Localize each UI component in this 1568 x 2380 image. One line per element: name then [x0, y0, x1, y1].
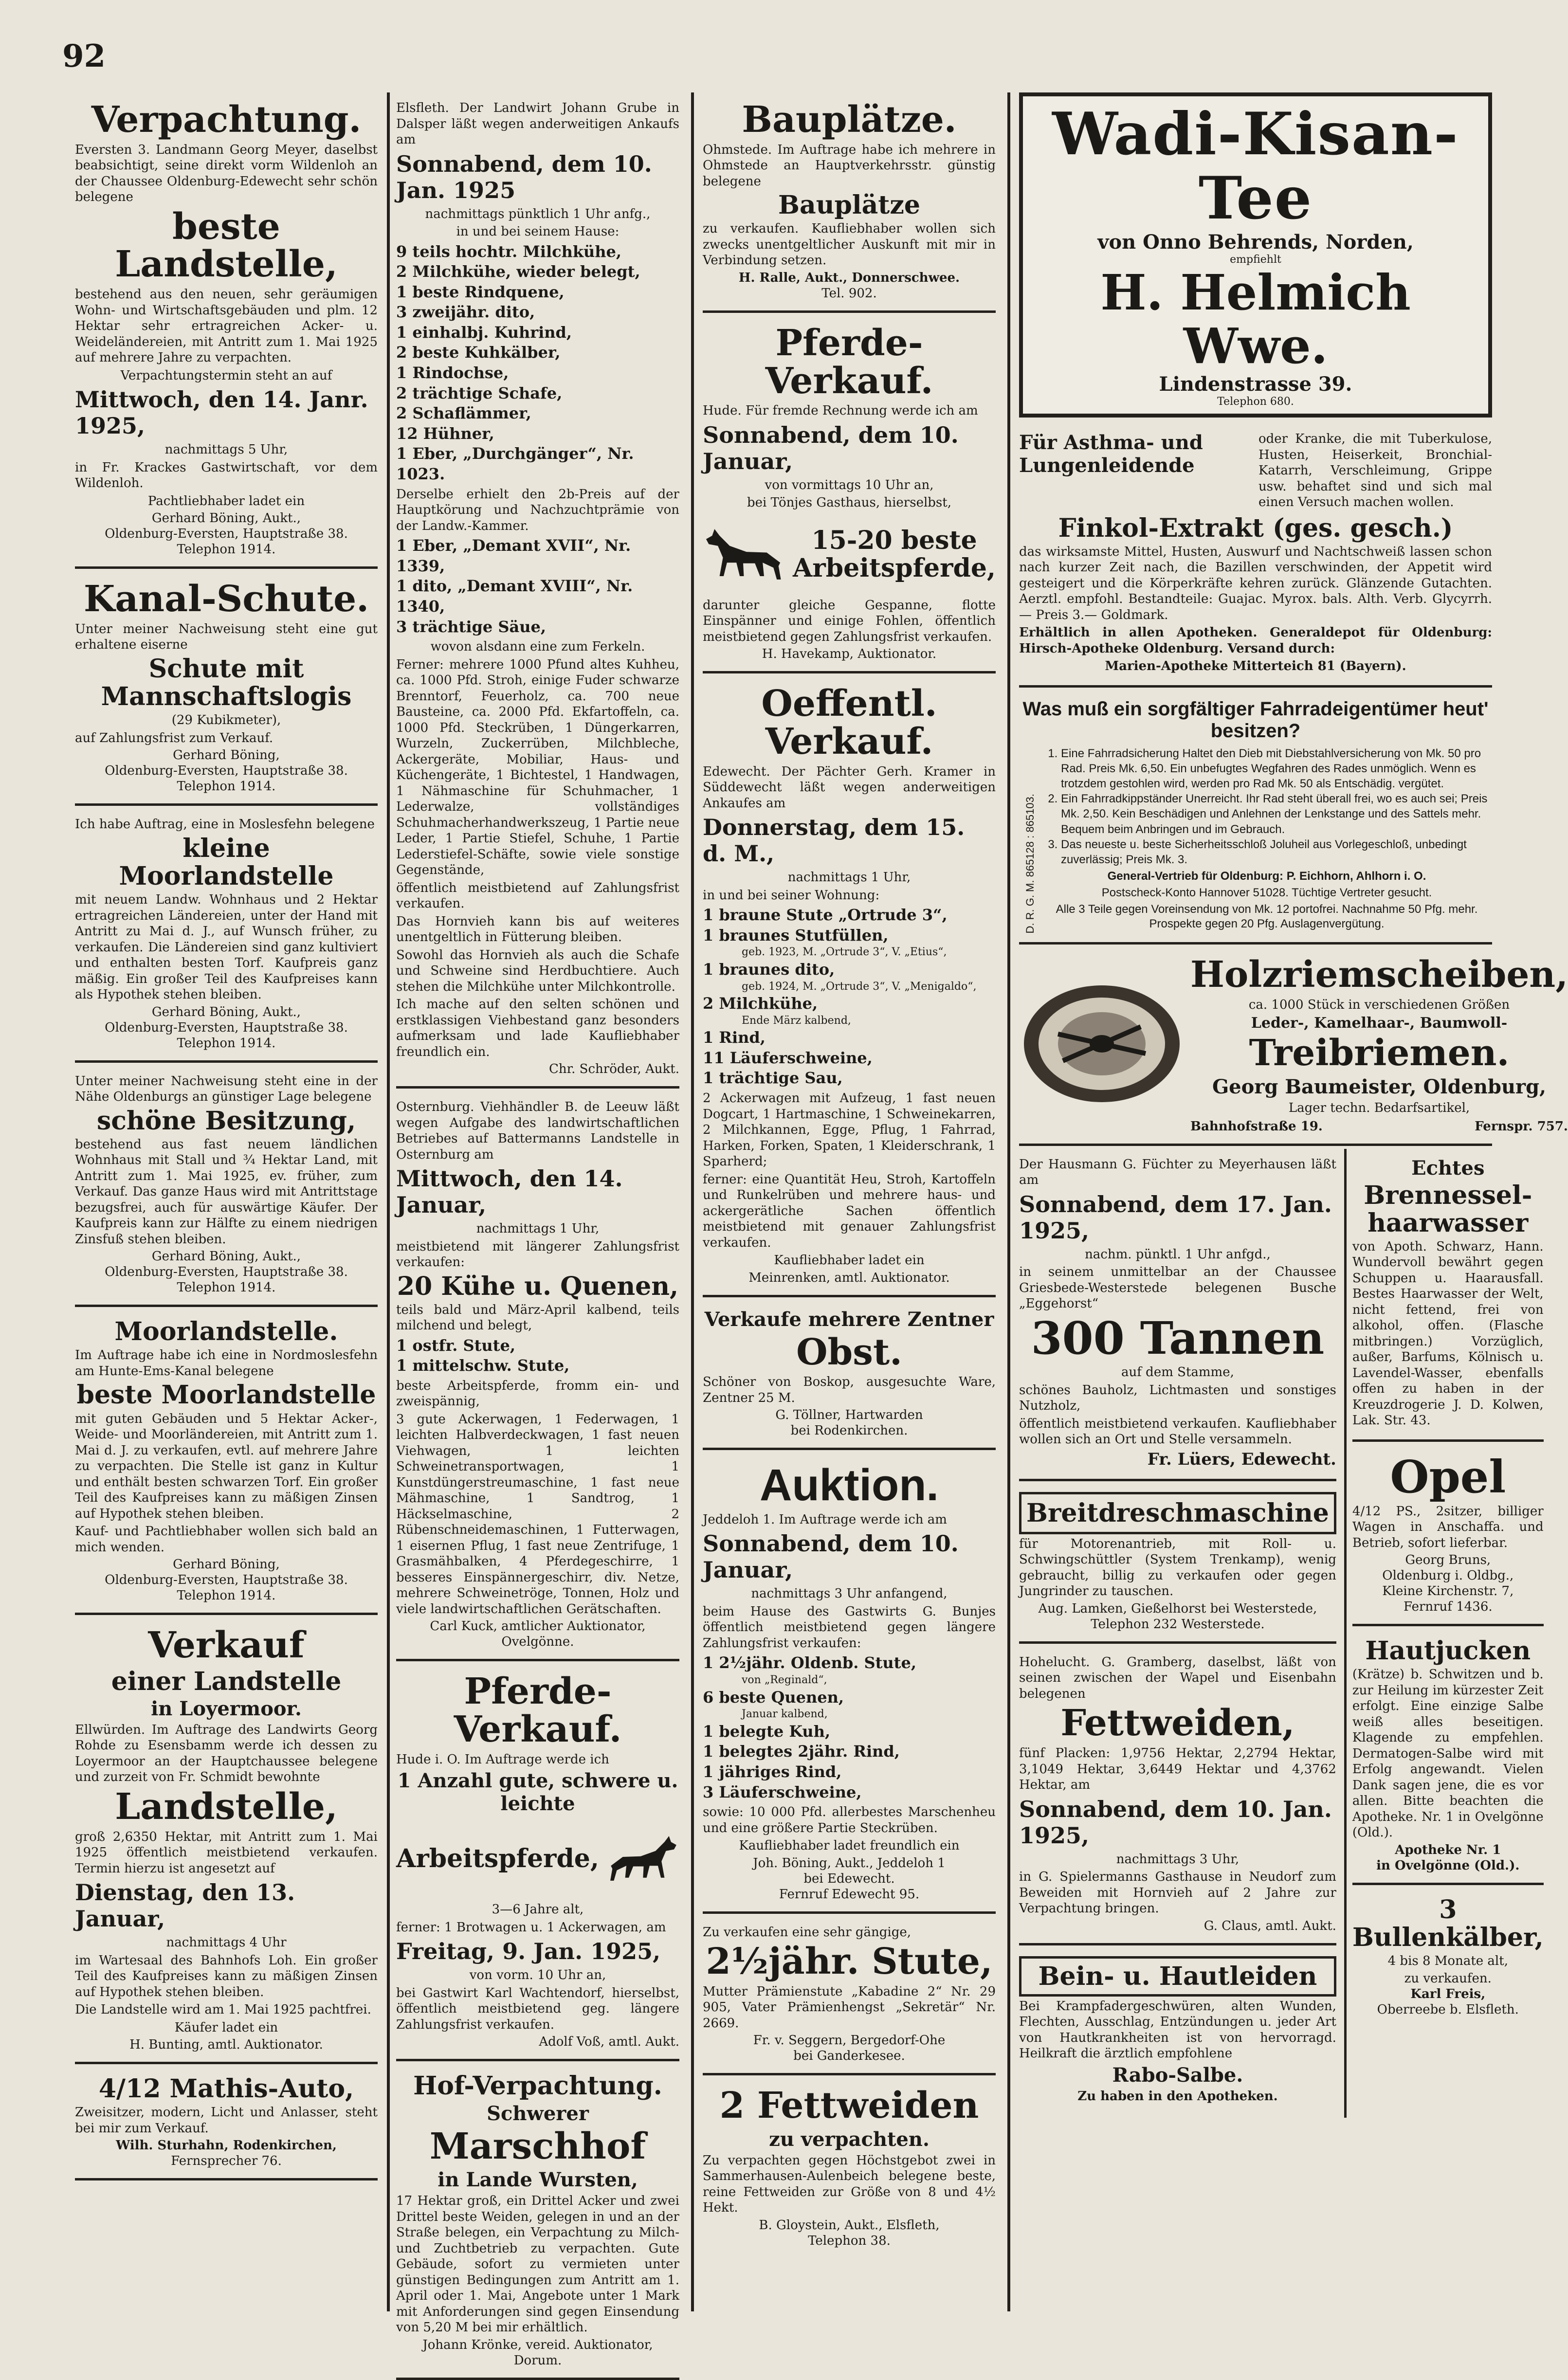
ad-firm: Georg Baumeister, Oldenburg,: [1212, 1075, 1547, 1099]
ad-time: von vorm. 10 Uhr an,: [469, 1968, 606, 1983]
list-item: 12 Hühner,: [396, 424, 494, 443]
ad-signature: Joh. Böning, Aukt., Jeddeloh 1: [753, 1855, 946, 1871]
ad-text: mit neuem Landw. Wohnhaus und 2 Hektar ertragreichen Ländereien, unter der Hand mit Antritt zu Mai d. J., auf Wunsch früher, zu verkaufen. Die Ländereien sind ganz kultiviert und enthalten besten Torf. Kaufpreis ganz mäßig. Ein großer Teil des Kaufpreises kann als Hypothek stehen bleiben.: [75, 892, 378, 1002]
ad-text: auf dem Stamme,: [1121, 1365, 1234, 1380]
ad-grube-auktion: [396, 92, 679, 1089]
ad-date: Sonnabend, dem 10. Januar,: [703, 1530, 959, 1583]
ad-subject: beste Landstelle,: [115, 205, 338, 286]
ad-patent: D. R. G. M. 865128 : 865103.: [1024, 793, 1036, 934]
list-item: 3 trächtige Säue,: [396, 617, 546, 636]
ad-place: in Loyermoor.: [151, 1697, 302, 1720]
ad-mathis-auto: [75, 2067, 378, 2180]
horse-icon: [703, 513, 787, 596]
ad-signature: G. Töllner, Hartwarden: [775, 1408, 923, 1423]
ad-date: Dienstag, den 13. Januar,: [75, 1879, 295, 1932]
ad-signature: Telephon 1914.: [177, 1036, 276, 1051]
ad-time: nachmittags 3 Uhr,: [1116, 1852, 1240, 1867]
ad-time: nachmittags pünktlich 1 Uhr anfg.,: [425, 206, 651, 221]
ad-date: Sonnabend, dem 10. Jan. 1925: [396, 150, 652, 203]
ad-text: Zu haben in den Apotheken.: [1077, 2089, 1278, 2104]
column-4: [1012, 92, 1568, 2311]
ad-text: Ich mache auf den selten schönen und erstklassigen Viehbestand ganz besonders aufmerksam und lade Kaufliebhaber freundlich ein.: [396, 997, 679, 1059]
column-1: [68, 92, 384, 2311]
ad-signature: Oldenburg-Eversten, Hauptstraße 38.: [105, 1573, 348, 1588]
ad-signature: Oldenburg-Eversten, Hauptstraße 38.: [105, 1265, 348, 1280]
list-item: 1 2½jähr. Oldenb. Stute, von „Reginald“,: [703, 1653, 996, 1687]
list-item: 2 trächtige Schafe,: [396, 383, 563, 402]
ad-subheading: Schwerer: [487, 2102, 589, 2125]
ad-subject: 2½jähr. Stute,: [706, 1941, 993, 1983]
ad-text: für Motorenantrieb, mit Roll- u. Schwingschüttler (System Trenkamp), wenig gebraucht, billig zu verkaufen oder gegen Jungrinder zu tauschen.: [1019, 1536, 1336, 1599]
list-item: 1 Eber, „Demant XVII“, Nr. 1339,: [396, 536, 631, 575]
ad-text: auf Zahlungsfrist zum Verkauf.: [75, 730, 273, 745]
ad-hof-verpachtung: [396, 2064, 679, 2380]
ad-subject: 3 Bullenkälber,: [1352, 1894, 1544, 1952]
ad-text: meistbietend mit längerer Zahlungsfrist verkaufen:: [396, 1239, 679, 1270]
list-item: 2 Milchkühe, Ende März kalbend,: [703, 994, 996, 1028]
ad-de-leeuw-auktion: [396, 1091, 679, 1661]
ad-signature: Telephon 1914.: [177, 779, 276, 794]
list-item: 1 Rindochse,: [396, 363, 509, 382]
ad-signature: Wilh. Sturhahn, Rodenkirchen,: [116, 2138, 337, 2153]
ad-date: Freitag, 9. Jan. 1925,: [396, 1938, 661, 1965]
ad-text: Ferner: mehrere 1000 Pfund altes Kuhheu, ca. 1000 Pfd. Stroh, einige Fuder schwarze Brenntorf, Feuerholz, ca. 700 neue Bausteine, ca. 2000 Pfd. Ekfartoffeln, ca. 1000 Pfd. Steckrüben, 1 Düngerkarren, Wurzeln, Zuckerrüben, Milchbleche, Ackergeräte, Mobiliar, Haus- und Küchengeräte, 1 Bichtestel, 1 Handwagen, 1 Nähmaschine für Schuhmacher, 1 Lederwalze, vollständiges Schuhmacherhandwerkszeug, 1 Partie neue Leder, 1 Partie Stiefel, Schuhe, 1 Partie Lederstiefel-Schäfte, sowie viele sonstige Gegenstände,: [396, 657, 679, 878]
ad-signature: Oldenburg i. Oldbg.,: [1382, 1568, 1514, 1583]
ad-text: öffentlich meistbietend verkaufen. Kaufliebhaber wollen sich an Ort und Stelle versammeln.: [1019, 1416, 1336, 1447]
ad-address: Bahnhofstraße 19.: [1190, 1119, 1323, 1134]
ad-text: Ellwürden. Im Auftrage des Landwirts Georg Rohde zu Esensbamm werde ich dessen zu Loyermoor an der Hauptchaussee belegene und zurzeit von Fr. Schmidt bewohnte: [75, 1722, 378, 1785]
ad-signature: Telephon 1914.: [177, 542, 276, 557]
ad-text: Das Hornvieh kann bis auf weiteres unentgeltlich in Fütterung bleiben.: [396, 914, 679, 945]
list-item: 1 belegtes 2jähr. Rind,: [703, 1742, 900, 1761]
ad-subject: Marschhof: [429, 2125, 646, 2167]
ad-heading: Holzriemscheiben,: [1190, 954, 1568, 996]
ad-signature: Meinrenken, amtl. Auktionator.: [748, 1270, 950, 1285]
ad-signature: Telephon 232 Westerstede.: [1091, 1617, 1265, 1632]
ad-heading: Verpachtung.: [91, 99, 362, 141]
ad-time: nachmittags 5 Uhr,: [164, 442, 288, 457]
list-item: 1 belegte Kuh,: [703, 1722, 831, 1741]
list-item: 1 trächtige Sau,: [703, 1069, 843, 1088]
ad-place: in Lande Wursten,: [438, 2168, 638, 2192]
col4-left-sub: [1019, 1149, 1336, 2118]
ad-product: Rabo-Salbe.: [1112, 2063, 1243, 2087]
ad-signature: Ovelgönne.: [501, 1635, 574, 1650]
ad-text: Hude. Für fremde Rechnung werde ich am: [703, 403, 978, 418]
column-3: [696, 92, 1003, 2311]
ad-heading: Opel: [1390, 1450, 1506, 1503]
ad-subject: 1 Anzahl gute, schwere u. leichte: [397, 1769, 678, 1816]
ad-heading: Hautjucken: [1365, 1636, 1531, 1666]
ad-heading: Pferde-Verkauf.: [765, 322, 933, 402]
ad-finkol-extrakt: [1019, 423, 1492, 688]
ad-signature: Chr. Schröder, Aukt.: [548, 1062, 679, 1077]
list-item: 2 beste Kuhkälber,: [396, 343, 561, 362]
ad-breitdreschmaschine: [1019, 1484, 1336, 1644]
ad-text: Kauf- und Pachtliebhaber wollen sich bald an mich wenden.: [75, 1524, 378, 1555]
ad-subject: Landstelle,: [115, 1785, 338, 1828]
ad-subject: Schute mit Mannschaftslogis: [101, 654, 352, 711]
ad-text: Hude i. O. Im Auftrage werde ich: [396, 1752, 609, 1767]
ad-fettweiden: [1019, 1647, 1336, 1945]
ad-text: in Fr. Krackes Gastwirtschaft, vor dem Wildenloh.: [75, 460, 378, 491]
ad-signature: Gerhard Böning, Aukt.,: [151, 1004, 301, 1019]
list-item-detail: Januar kalbend,: [742, 1708, 828, 1721]
list-item-detail: geb. 1923, M. „Ortrude 3“, V. „Etius“,: [742, 946, 947, 959]
ad-heading: Pferde-Verkauf.: [454, 1671, 622, 1751]
ad-text: Derselbe erhielt den 2b-Preis auf der Hauptkörung und Nachzuchtprämie von der Landw.-Kammer.: [396, 487, 679, 533]
ad-text: Pachtliebhaber ladet ein: [147, 493, 305, 509]
ad-signature: Gerhard Böning, Aukt.,: [151, 1249, 301, 1264]
column-divider: [691, 92, 694, 2311]
column-2: [389, 92, 686, 2368]
ad-text: Erhältlich in allen Apotheken. Generaldepot für Oldenburg: Hirsch-Apotheke Oldenburg. Versand durch:: [1019, 625, 1492, 656]
ad-text: Im Auftrage habe ich eine in Nordmoslesfehn am Hunte-Ems-Kanal belegene: [75, 1348, 378, 1379]
ad-verkauf-landstelle: [75, 1618, 378, 2064]
ad-text: Alle 3 Teile gegen Voreinsendung von Mk. 12 portofrei. Nachnahme 50 Pfg. mehr. Prospekte gegen 20 Pfg. Auslagenvergütung.: [1056, 903, 1478, 931]
list-item: 3. Das neueste u. beste Sicherheitsschloß Joluheil aus Vorlegeschloß, unbedingt zuverlässig; Preis Mk. 3.: [1061, 837, 1492, 867]
item-list: [396, 242, 679, 485]
ad-text: wovon alsdann eine zum Ferkeln.: [430, 639, 645, 654]
ad-subject: Arbeitspferde,: [396, 1843, 599, 1873]
ad-text: beste Arbeitspferde, fromm ein- und zweispännig,: [396, 1378, 679, 1409]
ad-text: bestehend aus fast neuem ländlichen Wohnhaus mit Stall und ¾ Hektar Land, mit Antritt zum 1. Mai 1925, ev. früher, zum Verkauf. Das ganze Haus wird mit Antrittstage bezugsfrei, auch für auswärtige Käufer. Der Kaufpreis kann zur Hälfte zu einem niedrigen Zinsfuß stehen bleiben.: [75, 1137, 378, 1247]
ad-heading: Verkaufe mehrere Zentner: [704, 1308, 994, 1331]
ad-bullenkaelber: [1352, 1888, 1544, 2027]
ad-schoene-besitzung: [75, 1066, 378, 1308]
ad-signature: bei Ganderkesee.: [793, 2049, 905, 2064]
list-item: 1 braunes Stutfüllen, geb. 1923, M. „Ortrude 3“, V. „Etius“,: [703, 926, 996, 960]
ad-signature: Fernsprecher 76.: [171, 2154, 282, 2169]
ad-heading: Für Asthma- und Lungenleidende: [1019, 431, 1203, 477]
item-list: [396, 536, 679, 637]
ad-subject: 300 Tannen: [1031, 1311, 1325, 1364]
ad-text: das wirksamste Mittel, Husten, Auswurf und Nachtschweiß lassen schon nach kurzer Zeit nach, die Bazillen verschwinden, der Appetit wird gesteigert und die Körperkräfte kehren zurück. Glänzende Gutachten. Aerztl. empfohl. Bestandteile: Guajac. Myrox. bals. Alth. Verb. Glycyrrh. — Preis 3.— Goldmark.: [1019, 544, 1492, 622]
ad-text: ferner: 1 Brotwagen u. 1 Ackerwagen, am: [396, 1920, 666, 1935]
ad-text: Leder-, Kamelhaar-, Baumwoll-: [1251, 1015, 1508, 1032]
ad-heading: 4/12 Mathis-Auto,: [98, 2074, 354, 2104]
ad-subject: beste Moorlandstelle: [76, 1380, 376, 1410]
ad-date: Sonnabend, dem 10. Januar,: [703, 421, 959, 474]
ad-text: Bei Krampfadergeschwüren, alten Wunden, Flechten, Ausschlag, Entzündungen u. jeder Art von Hautkrankheiten ist von hervorragd. Heilkraft die ärztlich empfohlene: [1019, 1998, 1336, 2061]
column-divider: [1007, 92, 1010, 2311]
ad-text: Schöner von Boskop, ausgesuchte Ware, Zentner 25 M.: [703, 1375, 996, 1405]
ad-signature: Aug. Lamken, Gießelhorst bei Westerstede,: [1038, 1601, 1317, 1616]
ad-heading: Kanal-Schute.: [84, 578, 369, 620]
ad-text: in seinem unmittelbar an der Chaussee Griesbede-Westerstede belegenen Busche „Eggehorst“: [1019, 1265, 1336, 1311]
horse-icon: [605, 1817, 679, 1900]
ad-text: 4/12 PS., 2sitzer, billiger Wagen in Anschaffa. und Betrieb, sofort lieferbar.: [1352, 1504, 1544, 1550]
ad-text: Ich habe Auftrag, eine in Moslesfehn belegene: [75, 817, 375, 832]
ad-text: Der Hausmann G. Füchter zu Meyerhausen läßt am: [1019, 1157, 1336, 1188]
list-item: 1 braune Stute „Ortrude 3“,: [703, 906, 948, 925]
list-item-detail: geb. 1924, M. „Ortrude 3“, V. „Menigaldo“,: [742, 980, 977, 993]
ad-signature: H. Bunting, amtl. Auktionator.: [129, 2037, 323, 2053]
ad-phone: Fernspr. 757.: [1475, 1119, 1568, 1134]
ad-text: Zweisitzer, modern, Licht und Anlasser, steht bei mir zum Verkauf.: [75, 2105, 378, 2136]
ad-text: Kaufliebhaber ladet freundlich ein: [739, 1838, 960, 1853]
ad-text: 17 Hektar groß, ein Drittel Acker und zwei Drittel beste Weiden, gelegen in und an der Straße belegen, ein Verpachtung zu Milch- und Zuchtbetrieb zu verpachten. Gute Gebäude, sofort zu vermieten unter günstigen Bedingungen zum Antritt am 1. April oder 1. Mai, Angebote unter 1 Mark mit Anforderungen sind gegen Einsendung von 5,20 M bei mir erhältlich.: [396, 2194, 679, 2335]
ad-text: in und bei seinem Hause:: [456, 224, 620, 239]
ad-signature: G. Claus, amtl. Aukt.: [1203, 1918, 1336, 1933]
ad-signature: Oldenburg-Eversten, Hauptstraße 38.: [105, 527, 348, 542]
ad-subject: Brennessel-haarwasser: [1364, 1180, 1532, 1238]
ad-subject: Obst.: [796, 1331, 902, 1373]
ad-signature: Tel. 902.: [821, 286, 877, 301]
ad-text: ferner: eine Quantität Heu, Stroh, Kartoffeln und Runkelrüben und mehrere haus- und ackergerätliche Sachen öffentlich meistbietend mit genauer Zahlungsfrist verkaufen.: [703, 1172, 996, 1250]
ad-holzriemscheiben: [1019, 947, 1568, 1145]
ad-date: Mittwoch, den 14. Janr. 1925,: [75, 386, 368, 439]
ad-heading: Echtes: [1411, 1156, 1485, 1180]
ad-300-tannen: [1019, 1149, 1336, 1481]
ad-fettweiden-verpachten: [703, 2078, 996, 2258]
list-item: 1 einhalbj. Kuhrind,: [396, 323, 572, 342]
ad-pferde-verkauf-havekamp: [703, 316, 996, 673]
pulley-icon: [1019, 971, 1185, 1117]
list-item: 1 braunes dito, geb. 1924, M. „Ortrude 3“, V. „Menigaldo“,: [703, 960, 996, 994]
ad-heading: Fettweiden,: [1060, 1702, 1295, 1744]
list-item: 9 teils hochtr. Milchkühe,: [396, 242, 622, 261]
ad-obst: [703, 1300, 996, 1451]
ad-subheading: zu verpachten.: [769, 2127, 930, 2151]
ad-time: nachmittags 4 Uhr: [166, 1935, 287, 1950]
ad-text: oder Kranke, die mit Tuberkulose, Husten, Heiserkeit, Bronchial-Katarrh, Verschleimung, Grippe usw. behaftet sind und sich mal einen Versuch machen wollen.: [1258, 432, 1492, 509]
item-list: [1061, 746, 1492, 868]
ad-heading: Oeffentl. Verkauf.: [761, 683, 937, 763]
ad-text: Jeddeloh 1. Im Auftrage werde ich am: [703, 1512, 947, 1527]
ad-heading: einer Landstelle: [111, 1666, 342, 1696]
ad-text: Elsfleth. Der Landwirt Johann Grube in Dalsper läßt wegen anderweitigen Ankaufs am: [396, 101, 679, 147]
list-item: 2. Ein Fahrradkippständer Unerreicht. Ihr Rad steht überall frei, wo es auch sei; Preis Mk. 2,50. Kein Beschädigen und Anlehnen der Lenkstange und des Sattels mehr. Bequem beim Anbringen und im Gebrauch.: [1061, 791, 1492, 837]
ad-signature: Johann Krönke, vereid. Auktionator,: [422, 2337, 653, 2352]
ad-signature: Apotheke Nr. 1: [1395, 1842, 1501, 1857]
ad-text: von Apoth. Schwarz, Hann. Wundervoll bewährt gegen Schuppen u. Haarausfall. Bestes Haarwasser der Welt, nicht fettend, frei von alkohol, offen. (Flasche mitbringen.) Vorzüglich, außer, Barfums, Kölnisch u. Lavendel-Wasser, ebenfalls offen zu haben in der Kreuzdrogerie J. D. Kolwen, Lak. Str. 43.: [1352, 1239, 1544, 1428]
ad-heading: 2 Fettweiden: [719, 2085, 979, 2127]
ad-heading: Auktion.: [760, 1460, 939, 1510]
ad-signature: Gerhard Böning, Aukt.,: [151, 511, 301, 526]
ad-time: nachm. pünktl. 1 Uhr anfgd.,: [1085, 1247, 1271, 1262]
ad-time: nachmittags 1 Uhr,: [787, 870, 911, 885]
list-item: 1 Eber, „Durchgänger“, Nr. 1023.: [396, 444, 634, 484]
ad-signature: Fernruf Edewecht 95.: [779, 1887, 920, 1902]
ad-signature: H. Ralle, Aukt., Donnerschwee.: [738, 270, 960, 285]
ad-heading: Hof-Verpachtung.: [413, 2071, 662, 2101]
ad-text: Eversten 3. Landmann Georg Meyer, daselbst beabsichtigt, seine direkt vorm Wildenloh an der Chaussee Oldenburg-Edewecht sehr schön belegene: [75, 142, 378, 205]
ad-signature: Fernruf 1436.: [1403, 1599, 1493, 1615]
ad-text: in G. Spielermanns Gasthause in Neudorf zum Beweiden mit Hornvieh auf 2 Jahre zur Verpachtung bringen.: [1019, 1870, 1336, 1916]
ad-subject: Finkol-Extrakt (ges. gesch.): [1058, 513, 1453, 543]
ad-text: groß 2,6350 Hektar, mit Antritt zum 1. Mai 1925 öffentlich meistbietend verkaufen. Termin hierzu ist angesetzt auf: [75, 1829, 378, 1876]
ad-text: in und bei seiner Wohnung:: [703, 888, 880, 903]
ad-subject: kleine Moorlandstelle: [119, 833, 334, 891]
ad-time: nachmittags 1 Uhr,: [476, 1221, 600, 1236]
ad-text: (Krätze) b. Schwitzen und b. zur Heilung im kürzester Zeit erfolgt. Eine einzige Salbe weiß alles beseitigen. Klagende zu empfehlen. Dermatogen-Salbe wird mit Erfolg angewandt. Vielen Dank sagen jene, die es vor allen. Bitte beachten die Apotheke. Nr. 1 in Ovelgönne (Old.).: [1352, 1667, 1544, 1840]
ad-text: darunter gleiche Gespanne, flotte Einspänner und einige Fohlen, öffentlich meistbietend gegen Zahlungsfrist verkaufen.: [703, 598, 996, 644]
list-item: 2 Milchkühe, wieder belegt,: [396, 262, 640, 281]
ad-wadi-kisan-tee: [1019, 92, 1492, 418]
ad-heading: Was muß ein sorgfältiger Fahrradeigentümer heut' besitzen?: [1022, 698, 1489, 742]
list-item-detail: von „Reginald“,: [742, 1673, 827, 1686]
ad-text: bei Gastwirt Karl Wachtendorf, hierselbst, öffentlich meistbietend geg. längere Zahlungsfrist verkaufen.: [396, 1985, 679, 2032]
list-item: 6 beste Quenen, Januar kalbend,: [703, 1688, 996, 1722]
ad-text: Unter meiner Nachweisung steht eine in der Nähe Oldenburgs an günstiger Lage belegene: [75, 1073, 378, 1104]
ad-fahrrad: [1019, 690, 1492, 945]
ad-subject: 20 Kühe u. Quenen,: [397, 1271, 679, 1301]
item-list: [396, 1336, 679, 1376]
ad-phone: Telephon 680.: [1217, 396, 1294, 408]
ad-text: Die Landstelle wird am 1. Mai 1925 pachtfrei.: [75, 2002, 371, 2017]
ad-signature: bei Edewecht.: [803, 1871, 895, 1886]
ad-signature: Kleine Kirchenstr. 7,: [1382, 1584, 1514, 1599]
ad-date: Mittwoch, den 14. Januar,: [396, 1165, 623, 1218]
ad-heading: Bein- u. Hautleiden: [1019, 1956, 1336, 1997]
ad-signature: bei Rodenkirchen.: [790, 1423, 908, 1438]
ad-text: General-Vertrieb für Oldenburg: P. Eichhorn, Ahlhorn i. O.: [1107, 870, 1426, 883]
ad-signature: Adolf Voß, amtl. Aukt.: [539, 2035, 679, 2050]
ad-text: bei Tönjes Gasthaus, hierselbst,: [747, 495, 951, 510]
ad-text: Marien-Apotheke Mitterteich 81 (Bayern).: [1105, 659, 1406, 674]
list-item: 1 dito, „Demant XVIII“, Nr. 1340,: [396, 577, 633, 616]
ad-text: fünf Placken: 1,9756 Hektar, 2,2794 Hektar, 3,1049 Hektar, 3,6449 Hektar und 4,3762 Hektar, am: [1019, 1746, 1336, 1793]
ad-signature: Carl Kuck, amtlicher Auktionator,: [430, 1619, 646, 1634]
ad-signature: Oberreebe b. Elsfleth.: [1377, 2002, 1519, 2017]
ad-text: empfiehlt: [1230, 254, 1281, 266]
list-item: 1. Eine Fahrradsicherung Haltet den Dieb mit Diebstahlversicherung von Mk. 50 pro Rad. Preis Mk. 6,50. Ein unbefugtes Wegfahren des Rades unmöglich. Wenn es trotzdem gestohlen wird, werden pro Rad Mk. 50 als Entschädig. vergütet.: [1061, 746, 1492, 792]
ad-text: (29 Kubikmeter),: [171, 713, 281, 728]
ad-bauplaetze: [703, 92, 996, 313]
ad-text: Sowohl das Hornvieh als auch die Schafe und Schweine sind Herdbuchtiere. Auch stehen die Milchkühe unter Milchkontrolle.: [396, 947, 679, 994]
ad-text: Käufer ladet ein: [174, 2020, 278, 2035]
ad-stute: [703, 1917, 996, 2076]
ad-text: im Wartesaal des Bahnhofs Loh. Ein großer Teil des Kaufpreises kann zu mäßigen Zinsen auf Hypothek stehen bleiben.: [75, 1953, 378, 1999]
ad-signature: Gerhard Böning,: [173, 1557, 280, 1572]
ad-text: Osternburg. Viehhändler B. de Leeuw läßt wegen Aufgabe des landwirtschaftlichen Betriebes auf Battermanns Landstelle in Osternburg am: [396, 1100, 679, 1162]
ad-text: Unter meiner Nachweisung steht eine gut erhaltene eiserne: [75, 621, 378, 653]
ad-address: Lindenstrasse 39.: [1159, 373, 1352, 396]
ad-time: von vormittags 10 Uhr an,: [765, 477, 934, 492]
ad-signature: Telephon 38.: [808, 2233, 891, 2248]
ad-heading: Breitdreschmaschine: [1019, 1492, 1336, 1534]
ad-signature: Oldenburg-Eversten, Hauptstraße 38.: [105, 763, 348, 779]
ad-signature: Fr. Lüers, Edewecht.: [1147, 1449, 1336, 1469]
ad-text: schönes Bauholz, Lichtmasten und sonstiges Nutzholz,: [1019, 1382, 1336, 1414]
list-item: 1 beste Rindquene,: [396, 282, 565, 301]
ad-signature: Oldenburg-Eversten, Hauptstraße 38.: [105, 1020, 348, 1035]
page-number: 92: [62, 38, 106, 74]
list-item: 11 Läuferschweine,: [703, 1048, 873, 1067]
ad-signature: in Ovelgönne (Old.).: [1376, 1858, 1520, 1873]
item-list: [703, 905, 996, 1089]
ad-heading: Bauplätze.: [742, 99, 957, 141]
ad-kleine-moorlandstelle: [75, 809, 378, 1062]
ad-text: Edewecht. Der Pächter Gerh. Kramer in Süddewecht läßt wegen anderweitigen Ankaufes am: [703, 764, 996, 811]
ad-text: 3 gute Ackerwagen, 1 Federwagen, 1 leichten Halbverdeckwagen, 1 fast neuen Viehwagen, 1 leichten Schweinetransportwagen, 1 Kunstdüngerstreumaschine, 1 fast neue Mähmaschine, 1 Sandtrog, 1 Häckselmaschine, 2 Rübenschneidemaschinen, 1 Futterwagen, 1 eisernen Pflug, 1 fast neue Zentrifuge, 1 Grasmähbalken, 4 Pferdegeschirre, 1 besseres Einspännergeschirr, div. Netze, mehrere Schweinetröge, Tonnen, Holz und viele landwirtschaftlichen Gerätschaften.: [396, 1412, 679, 1617]
item-list: [703, 1653, 996, 1802]
ad-text: sowie: 10 000 Pfd. allerbestes Marschenheu und eine größere Partie Steckrüben.: [703, 1805, 996, 1835]
ad-signature: Dorum.: [513, 2353, 562, 2368]
ad-kanal-schute: [75, 572, 378, 806]
ad-text: Verpachtungstermin steht an auf: [120, 368, 332, 383]
ad-text: mit guten Gebäuden und 5 Hektar Acker-, Weide- und Moorländereien, mit Antritt zum 1. Mai d. J. zu verkaufen, evtl. auf mehrere Jahre zu verpachten. Die Stelle ist ganz in Kultur und enthält besten schwarzen Torf. Ein großer Teil des Kaufpreises kann zu mäßigen Zinsen auf Hypothek stehen bleiben.: [75, 1411, 378, 1521]
ad-bein-hautleiden: [1019, 1948, 1336, 2115]
ad-signature: zu verkaufen.: [1404, 1971, 1492, 1986]
ad-text: 4 bis 8 Monate alt,: [1387, 1954, 1508, 1969]
list-item-detail: Ende März kalbend,: [742, 1014, 851, 1027]
list-item: 3 Läuferschweine,: [703, 1782, 862, 1801]
ad-date: Donnerstag, dem 15. d. M.,: [703, 814, 965, 867]
ad-moorlandstelle: [75, 1310, 378, 1615]
ad-date: Sonnabend, dem 17. Jan. 1925,: [1019, 1191, 1332, 1244]
ad-subject: 15-20 beste Arbeitspferde,: [793, 525, 996, 583]
ad-subject: Treibriemen.: [1249, 1032, 1510, 1074]
ad-signature: Telephon 1914.: [177, 1280, 276, 1295]
list-item: 1 Rind,: [703, 1028, 766, 1047]
ad-text: bestehend aus den neuen, sehr geräumigen Wohn- und Wirtschaftsgebäuden und plm. 12 Hektar sehr ertragreichen Acker- u. Weideländereien, mit Antritt zum 1. Mai 1925 auf mehrere Jahre zu verpachten.: [75, 287, 378, 365]
ad-date: Sonnabend, dem 10. Jan. 1925,: [1019, 1796, 1332, 1849]
ad-text: zu verkaufen. Kaufliebhaber wollen sich zwecks unentgeltlicher Auskunft mit mir in Verbindung setzen.: [703, 221, 996, 268]
ad-signature: Telephon 1914.: [177, 1588, 276, 1603]
list-item: 1 jähriges Rind,: [703, 1762, 842, 1781]
ad-auktion: [703, 1453, 996, 1913]
ad-heading: Moorlandstelle.: [114, 1317, 338, 1347]
ad-opel: [1352, 1445, 1544, 1626]
ad-text: beim Hause des Gastwirts G. Bunjes öffentlich meistbietend gegen längere Zahlungsfrist verkaufen:: [703, 1604, 996, 1651]
ad-text: Hohelucht. G. Gramberg, daselbst, läßt von seinen zwischen der Wapel und Eisenbahn belegenen: [1019, 1654, 1336, 1701]
ad-heading: Wadi-Kisan-Tee: [1052, 100, 1459, 233]
ad-text: Mutter Prämienstute „Kabadine 2“ Nr. 29 905, Vater Prämienhengst „Sekretär“ Nr. 2669.: [703, 1984, 996, 2031]
ad-text: ca. 1000 Stück in verschiedenen Größen: [1248, 997, 1510, 1012]
ad-text: von Onno Behrends, Norden,: [1097, 231, 1414, 254]
ad-hautjucken: [1352, 1629, 1544, 1885]
ad-signature: B. Gloystein, Aukt., Elsfleth,: [759, 2217, 940, 2233]
ad-signature: Karl Freis,: [1410, 1986, 1486, 2001]
ad-signature: Fr. v. Seggern, Bergedorf-Ohe: [753, 2033, 946, 2048]
ad-verpachtung: [75, 92, 378, 569]
ad-text: Postscheck-Konto Hannover 51028. Tüchtige Vertreter gesucht.: [1101, 886, 1432, 900]
col4-right-sub: [1344, 1149, 1544, 2118]
ad-text: Lager techn. Bedarfsartikel,: [1288, 1101, 1470, 1116]
ad-text: 3—6 Jahre alt,: [492, 1902, 584, 1917]
ad-subject: Bauplätze: [778, 190, 920, 220]
ad-time: nachmittags 3 Uhr anfangend,: [751, 1586, 948, 1601]
list-item: 1 mittelschw. Stute,: [396, 1356, 570, 1375]
ad-text: 2 Ackerwagen mit Aufzeug, 1 fast neuen Dogcart, 1 Hartmaschine, 1 Schweinekarren, 2 Milchkannen, Egge, Pflug, 1 Fahrrad, Harken, Forken, Spaten, 1 Kleiderschrank, 1 Sparherd;: [703, 1091, 996, 1169]
ad-text: Zu verkaufen eine sehr gängige,: [703, 1925, 912, 1940]
ad-signature: Gerhard Böning,: [173, 748, 280, 763]
ad-pferde-verkauf-hude: [396, 1664, 679, 2061]
list-item: 1 ostfr. Stute,: [396, 1336, 515, 1355]
list-item: 2 Schaflämmer,: [396, 404, 531, 423]
ad-text: Kaufliebhaber ladet ein: [774, 1253, 925, 1268]
list-item: 3 zweijähr. dito,: [396, 303, 535, 322]
ad-signature: Georg Bruns,: [1405, 1553, 1491, 1568]
ad-text: Ohmstede. Im Auftrage habe ich mehrere in Ohmstede an Hauptverkehrsstr. günstig belegene: [703, 142, 996, 189]
ad-text: teils bald und März-April kalbend, teils milchend und belegt,: [396, 1302, 679, 1333]
ad-oeffentl-verkauf: [703, 676, 996, 1297]
ad-text: Zu verpachten gegen Höchstgebot zwei in Sammerhausen-Aulenbeich belegene beste, reine Fettweiden zur Größe von 8 und 4½ Hekt.: [703, 2153, 996, 2216]
ad-brennessel-haarwasser: [1352, 1149, 1544, 1442]
ad-subject: schöne Besitzung,: [96, 1106, 356, 1136]
ad-heading: Verkauf: [148, 1624, 305, 1667]
ad-text: öffentlich meistbietend auf Zahlungsfrist verkaufen.: [396, 880, 679, 911]
ad-firm: H. Helmich Wwe.: [1100, 264, 1411, 375]
ad-signature: H. Havekamp, Auktionator.: [762, 647, 937, 662]
